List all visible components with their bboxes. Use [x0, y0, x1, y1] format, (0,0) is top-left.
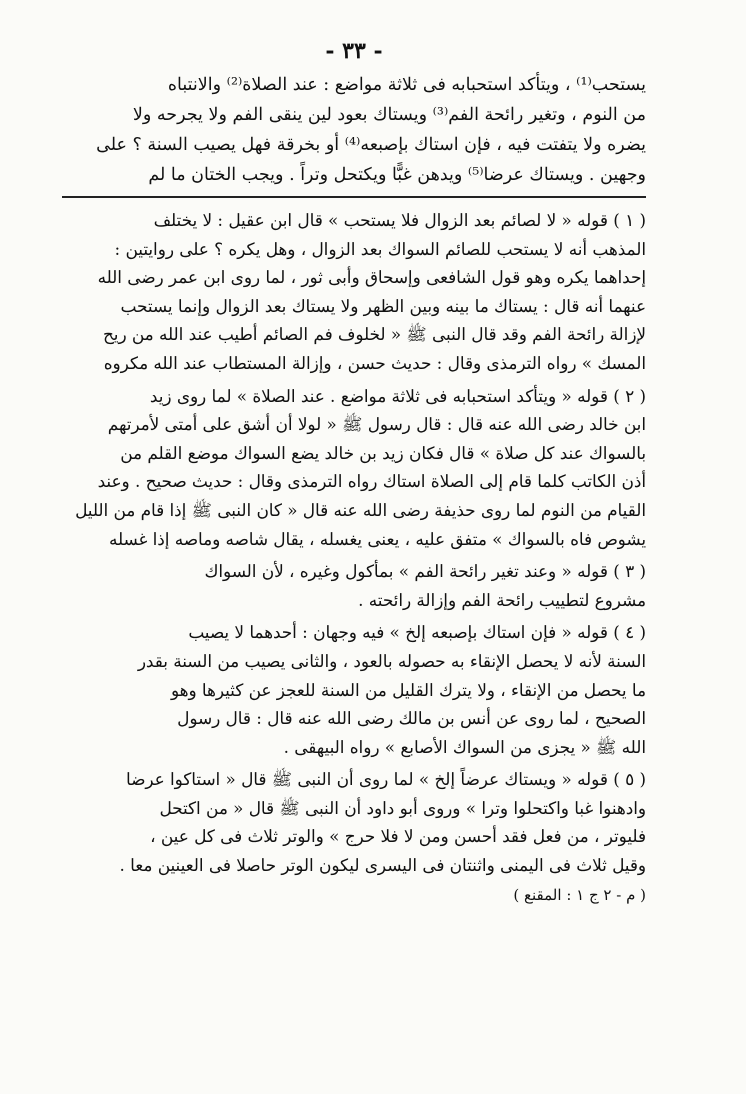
footnote-1: [62, 206, 646, 378]
main-text-line: يضره ولا يتفتت فيه ، فإن استاك بإصبعه⁽⁴⁾ أو بخرقة فهل يصيب السنة ؟ على: [96, 135, 646, 155]
footnote-line: ( ٣ ) قوله « وعند تغير رائحة الفم » بمأكول وغيره ، لأن السواك: [204, 561, 646, 582]
footnote-line: ( ٤ ) قوله « فإن استاك بإصبعه إلخ » فيه وجهان : أحدهما لا يصيب: [188, 622, 646, 643]
footnote-line: ما يحصل من الإنقاء ، ولا يترك القليل من السنة للعجز عن كثيرها وهو: [170, 679, 646, 700]
footnote-line: ابن خالد رضى الله عنه قال : قال رسول ﷺ « لولا أن أشق على أمتى لأمرتهم: [107, 414, 646, 435]
footnote-3: [62, 557, 646, 614]
footnote-line: وادهنوا غبا واكتحلوا وترا » وروى أبو داود أن النبى ﷺ قال « من اكتحل: [159, 797, 646, 818]
footnote-line: الصحيح ، لما روى عن أنس بن مالك رضى الله عنه قال : قال رسول: [177, 708, 646, 729]
main-text-line: وجهين . ويستاك عرضا⁽⁵⁾ ويدهن غبًّا ويكتحل وتراً . ويجب الختان ما لم: [148, 165, 646, 185]
footnote-line: لإزالة رائحة الفم وقد قال النبى ﷺ « لخلوف فم الصائم أطيب عند الله من ريح: [102, 324, 646, 345]
footnote-line: بالسواك عند كل صلاة » قال فكان زيد بن خالد يضع السواك موضع القلم من: [120, 442, 646, 463]
footnote-line: المذهب أنه لا يستحب للصائم السواك بعد الزوال ، وهل يكره ؟ على روايتين :: [114, 238, 646, 259]
source-reference: ( م - ٢ ج ١ : المقنع ): [513, 885, 646, 904]
footnote-line: الله ﷺ « يجزى من السواك الأصابع » رواه البيهقى .: [283, 736, 646, 757]
footnote-4: [62, 618, 646, 761]
footnote-line: السنة لأنه لا يحصل الإنقاء به حصوله بالعود ، والثانى يصيب من السنة بقدر: [137, 650, 646, 671]
main-text-line: يستحب⁽¹⁾ ، ويتأكد استحبابه فى ثلاثة مواضع : عند الصلاة⁽²⁾ والانتباه: [167, 75, 646, 95]
footnote-5: [62, 765, 646, 879]
footnote-line: ( ٥ ) قوله « ويستاك عرضاً إلخ » لما روى أن النبى ﷺ قال « استاكوا عرضا: [125, 769, 646, 790]
page-number: - ٣٣ -: [325, 38, 383, 64]
footnote-separator: [62, 196, 646, 198]
footnote-line: فليوتر ، من فعل فقد أحسن ومن لا فلا حرج » والوتر ثلاث فى كل عين ،: [150, 826, 646, 847]
footnote-line: عنهما أنه قال : يستاك ما بينه وبين الظهر ولا يستاك بعد الزوال وإنما يستحب: [120, 295, 646, 316]
footnote-line: وقيل ثلاث فى اليمنى واثنتان فى اليسرى ليكون الوتر حاصلا فى العينين معا .: [119, 855, 646, 876]
main-text-line: من النوم ، وتغير رائحة الفم⁽³⁾ ويستاك بعود لين ينقى الفم ولا يجرحه ولا: [132, 105, 646, 125]
footnote-line: ( ٢ ) قوله « ويتأكد استحبابه فى ثلاثة مواضع . عند الصلاة » لما روى زيد: [149, 385, 646, 406]
footnote-line: المسك » رواه الترمذى وقال : حديث حسن ، وإزالة المستطاب عند الله مكروه: [103, 352, 646, 373]
footnote-line: أذن الكاتب كلما قام إلى الصلاة استاك رواه الترمذى وقال : حديث صحيح . وعند: [97, 471, 646, 492]
main-text: [62, 70, 646, 190]
footnote-line: ( ١ ) قوله « لا لصائم بعد الزوال فلا يستحب » قال ابن عقيل : لا يختلف: [153, 210, 646, 230]
footnote-2: [62, 382, 646, 554]
footnote-line: إحداهما يكره وهو قول الشافعى وإسحاق وأبى ثور ، لما روى ابن عمر رضى الله: [97, 267, 646, 288]
footnote-line: يشوص فاه بالسواك » متفق عليه ، يعنى يغسله ، يقال شاصه وماصه إذا غسله: [108, 528, 646, 549]
footnote-line: القيام من النوم لما روى حذيفة رضى الله عنه قال « كان النبى ﷺ إذا قام من الليل: [75, 499, 646, 520]
footnote-line: مشروع لتطييب رائحة الفم وإزالة رائحته .: [358, 589, 646, 610]
